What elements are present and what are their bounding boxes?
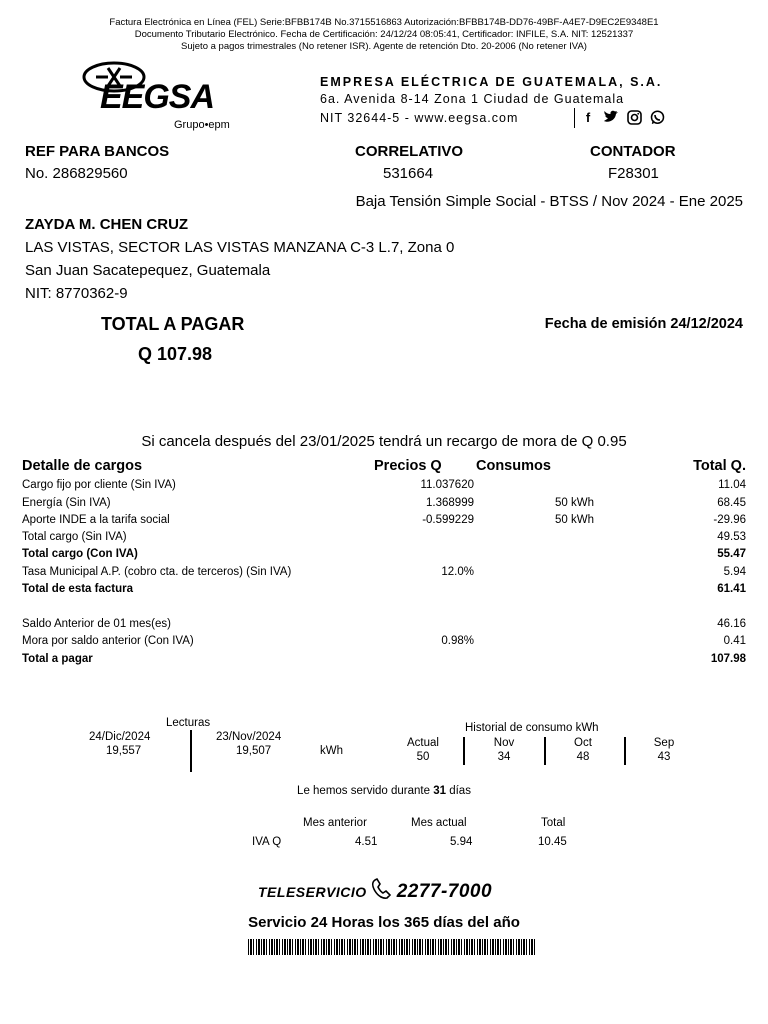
charges-table — [22, 458, 746, 678]
charge-total: 46.16 — [717, 618, 746, 630]
charge-price: 0.98% — [441, 635, 474, 647]
lectura-date-1: 24/Dic/2024 — [89, 731, 151, 743]
charge-total: 5.94 — [723, 566, 746, 578]
charge-row — [22, 548, 746, 564]
charge-row — [22, 497, 746, 513]
payment-barcode — [248, 939, 535, 955]
charge-total: 68.45 — [717, 497, 746, 509]
lectura-date-2: 23/Nov/2024 — [216, 731, 282, 743]
charge-price: 12.0% — [441, 566, 474, 578]
historial-label: Sep — [653, 737, 675, 749]
correlativo-value: 531664 — [383, 165, 434, 182]
iva-header-actual: Mes actual — [411, 817, 467, 829]
phone-icon — [369, 876, 395, 907]
logo-group-text: Grupo•epm — [174, 119, 230, 131]
header-detalle: Detalle de cargos — [22, 458, 143, 474]
contador-value: F28301 — [608, 165, 659, 182]
servicio-24-horas: Servicio 24 Horas los 365 días del año — [248, 914, 520, 931]
servicio-dias — [0, 785, 768, 797]
customer-address-2: San Juan Sacatepequez, Guatemala — [25, 262, 271, 279]
header-precios: Precios Q — [374, 458, 442, 474]
charge-description: Cargo fijo por cliente (Sin IVA) — [22, 479, 176, 491]
historial-value: 48 — [576, 751, 590, 763]
charge-description: Total cargo (Con IVA) — [22, 548, 138, 560]
servicio-dias-count: 31 — [433, 785, 447, 797]
iva-header-total: Total — [541, 817, 566, 829]
servicio-dias-prefix: Le hemos servido durante — [297, 785, 434, 797]
charge-description: Mora por saldo anterior (Con IVA) — [22, 635, 194, 647]
charge-total: 107.98 — [710, 653, 746, 665]
teleservicio-label: TELESERVICIO — [258, 883, 367, 900]
charge-row — [22, 566, 746, 582]
historial-label: Oct — [574, 737, 592, 749]
historial-divider-1 — [463, 737, 465, 765]
charge-description: Tasa Municipal A.P. (cobro cta. de terceros) (Sin IVA) — [22, 566, 292, 578]
company-nit-web: NIT 32644-5 - www.eegsa.com — [320, 111, 519, 125]
charge-description: Saldo Anterior de 01 mes(es) — [22, 618, 171, 630]
teleservicio — [258, 876, 492, 907]
servicio-dias-suffix: días — [446, 785, 471, 797]
historial-label: Actual — [407, 737, 439, 749]
total-a-pagar-amount: Q 107.98 — [138, 344, 213, 364]
charge-consumption: 50 kWh — [555, 497, 594, 509]
contador-label: CONTADOR — [590, 143, 676, 160]
facebook-icon[interactable]: f — [585, 110, 591, 125]
charge-consumption: 50 kWh — [555, 514, 594, 526]
eegsa-logo-mark — [82, 58, 254, 134]
eegsa-logo — [82, 58, 254, 134]
charge-description: Total de esta factura — [22, 583, 133, 595]
total-a-pagar-label: TOTAL A PAGAR — [101, 314, 245, 334]
header-total: Total Q. — [693, 458, 746, 474]
tarifa-periodo: Baja Tensión Simple Social - BTSS / Nov 2024 - Ene 2025 — [355, 193, 743, 210]
charge-description: Total cargo (Sin IVA) — [22, 531, 127, 543]
ref-bancos-label: REF PARA BANCOS — [25, 143, 170, 160]
company-address: 6a. Avenida 8-14 Zona 1 Ciudad de Guatemala — [320, 92, 625, 106]
charge-row — [22, 514, 746, 530]
logo-brand-text: EEGSA — [100, 78, 215, 116]
lecturas-title: Lecturas — [166, 717, 211, 729]
iva-header-anterior: Mes anterior — [303, 817, 367, 829]
charge-row — [22, 618, 746, 634]
charge-row — [22, 479, 746, 495]
header-consumos: Consumos — [476, 458, 551, 474]
whatsapp-icon[interactable] — [649, 110, 665, 126]
teleservicio-phone[interactable]: 2277-7000 — [396, 880, 493, 902]
charge-row — [22, 583, 746, 599]
historial-title: Historial de consumo kWh — [465, 722, 599, 734]
company-divider — [574, 108, 575, 128]
lectura-value-2: 19,507 — [236, 745, 272, 757]
charges-header-row — [22, 458, 746, 478]
iva-actual: 5.94 — [450, 836, 473, 848]
charge-total: 49.53 — [717, 531, 746, 543]
mora-notice: Si cancela después del 23/01/2025 tendrá un recargo de mora de Q 0.95 — [141, 433, 627, 450]
fecha-emision: Fecha de emisión 24/12/2024 — [544, 316, 743, 332]
lectura-value-1: 19,557 — [106, 745, 142, 757]
lecturas-unit: kWh — [320, 745, 343, 757]
charge-description: Total a pagar — [22, 653, 93, 665]
customer-name: ZAYDA M. CHEN CRUZ — [25, 216, 189, 233]
instagram-icon[interactable] — [626, 110, 642, 126]
charge-row — [22, 635, 746, 651]
historial-divider-3 — [624, 737, 626, 765]
historial-value: 50 — [416, 751, 430, 763]
charge-total: -29.96 — [713, 514, 746, 526]
historial-divider-2 — [544, 737, 546, 765]
historial-label: Nov — [493, 737, 515, 749]
twitter-icon[interactable] — [603, 110, 619, 126]
charge-total: 11.04 — [718, 479, 746, 491]
charge-description: Energía (Sin IVA) — [22, 497, 111, 509]
charge-row — [22, 653, 746, 669]
fel-header-line-3: Sujeto a pagos trimestrales (No retener ISR). Agente de retención Dto. 20-2006 (No retener IVA) — [181, 41, 587, 52]
fel-header-line-2: Documento Tributario Electrónico. Fecha de Certificación: 24/12/24 08:05:41, Certificador: INFILE, S.A. NIT: 12521337 — [134, 29, 634, 40]
iva-anterior: 4.51 — [355, 836, 378, 848]
charge-total: 55.47 — [717, 548, 746, 560]
social-icons — [580, 110, 665, 126]
charge-row — [22, 531, 746, 547]
customer-address-1: LAS VISTAS, SECTOR LAS VISTAS MANZANA C-3 L.7, Zona 0 — [25, 239, 455, 256]
customer-nit: NIT: 8770362-9 — [25, 285, 128, 302]
lecturas-divider — [190, 730, 192, 772]
charge-description: Aporte INDE a la tarifa social — [22, 514, 170, 526]
charge-price: 1.368999 — [426, 497, 474, 509]
historial-value: 34 — [497, 751, 511, 763]
iva-total: 10.45 — [538, 836, 567, 848]
charge-price: -0.599229 — [422, 514, 474, 526]
correlativo-label: CORRELATIVO — [355, 143, 464, 160]
ref-bancos-value: No. 286829560 — [25, 165, 128, 182]
charge-total: 0.41 — [723, 635, 746, 647]
fel-header-line-1: Factura Electrónica en Línea (FEL) Serie:BFBB174B No.3715516863 Autorización:BFBB174B-DD76-49BF-A4E7-D9EC2E9348E1 — [109, 17, 659, 28]
company-name: EMPRESA ELÉCTRICA DE GUATEMALA, S.A. — [320, 75, 663, 89]
iva-label: IVA Q — [252, 836, 282, 848]
charge-price: 11.037620 — [420, 479, 474, 491]
charge-total: 61.41 — [717, 583, 746, 595]
historial-value: 43 — [657, 751, 671, 763]
